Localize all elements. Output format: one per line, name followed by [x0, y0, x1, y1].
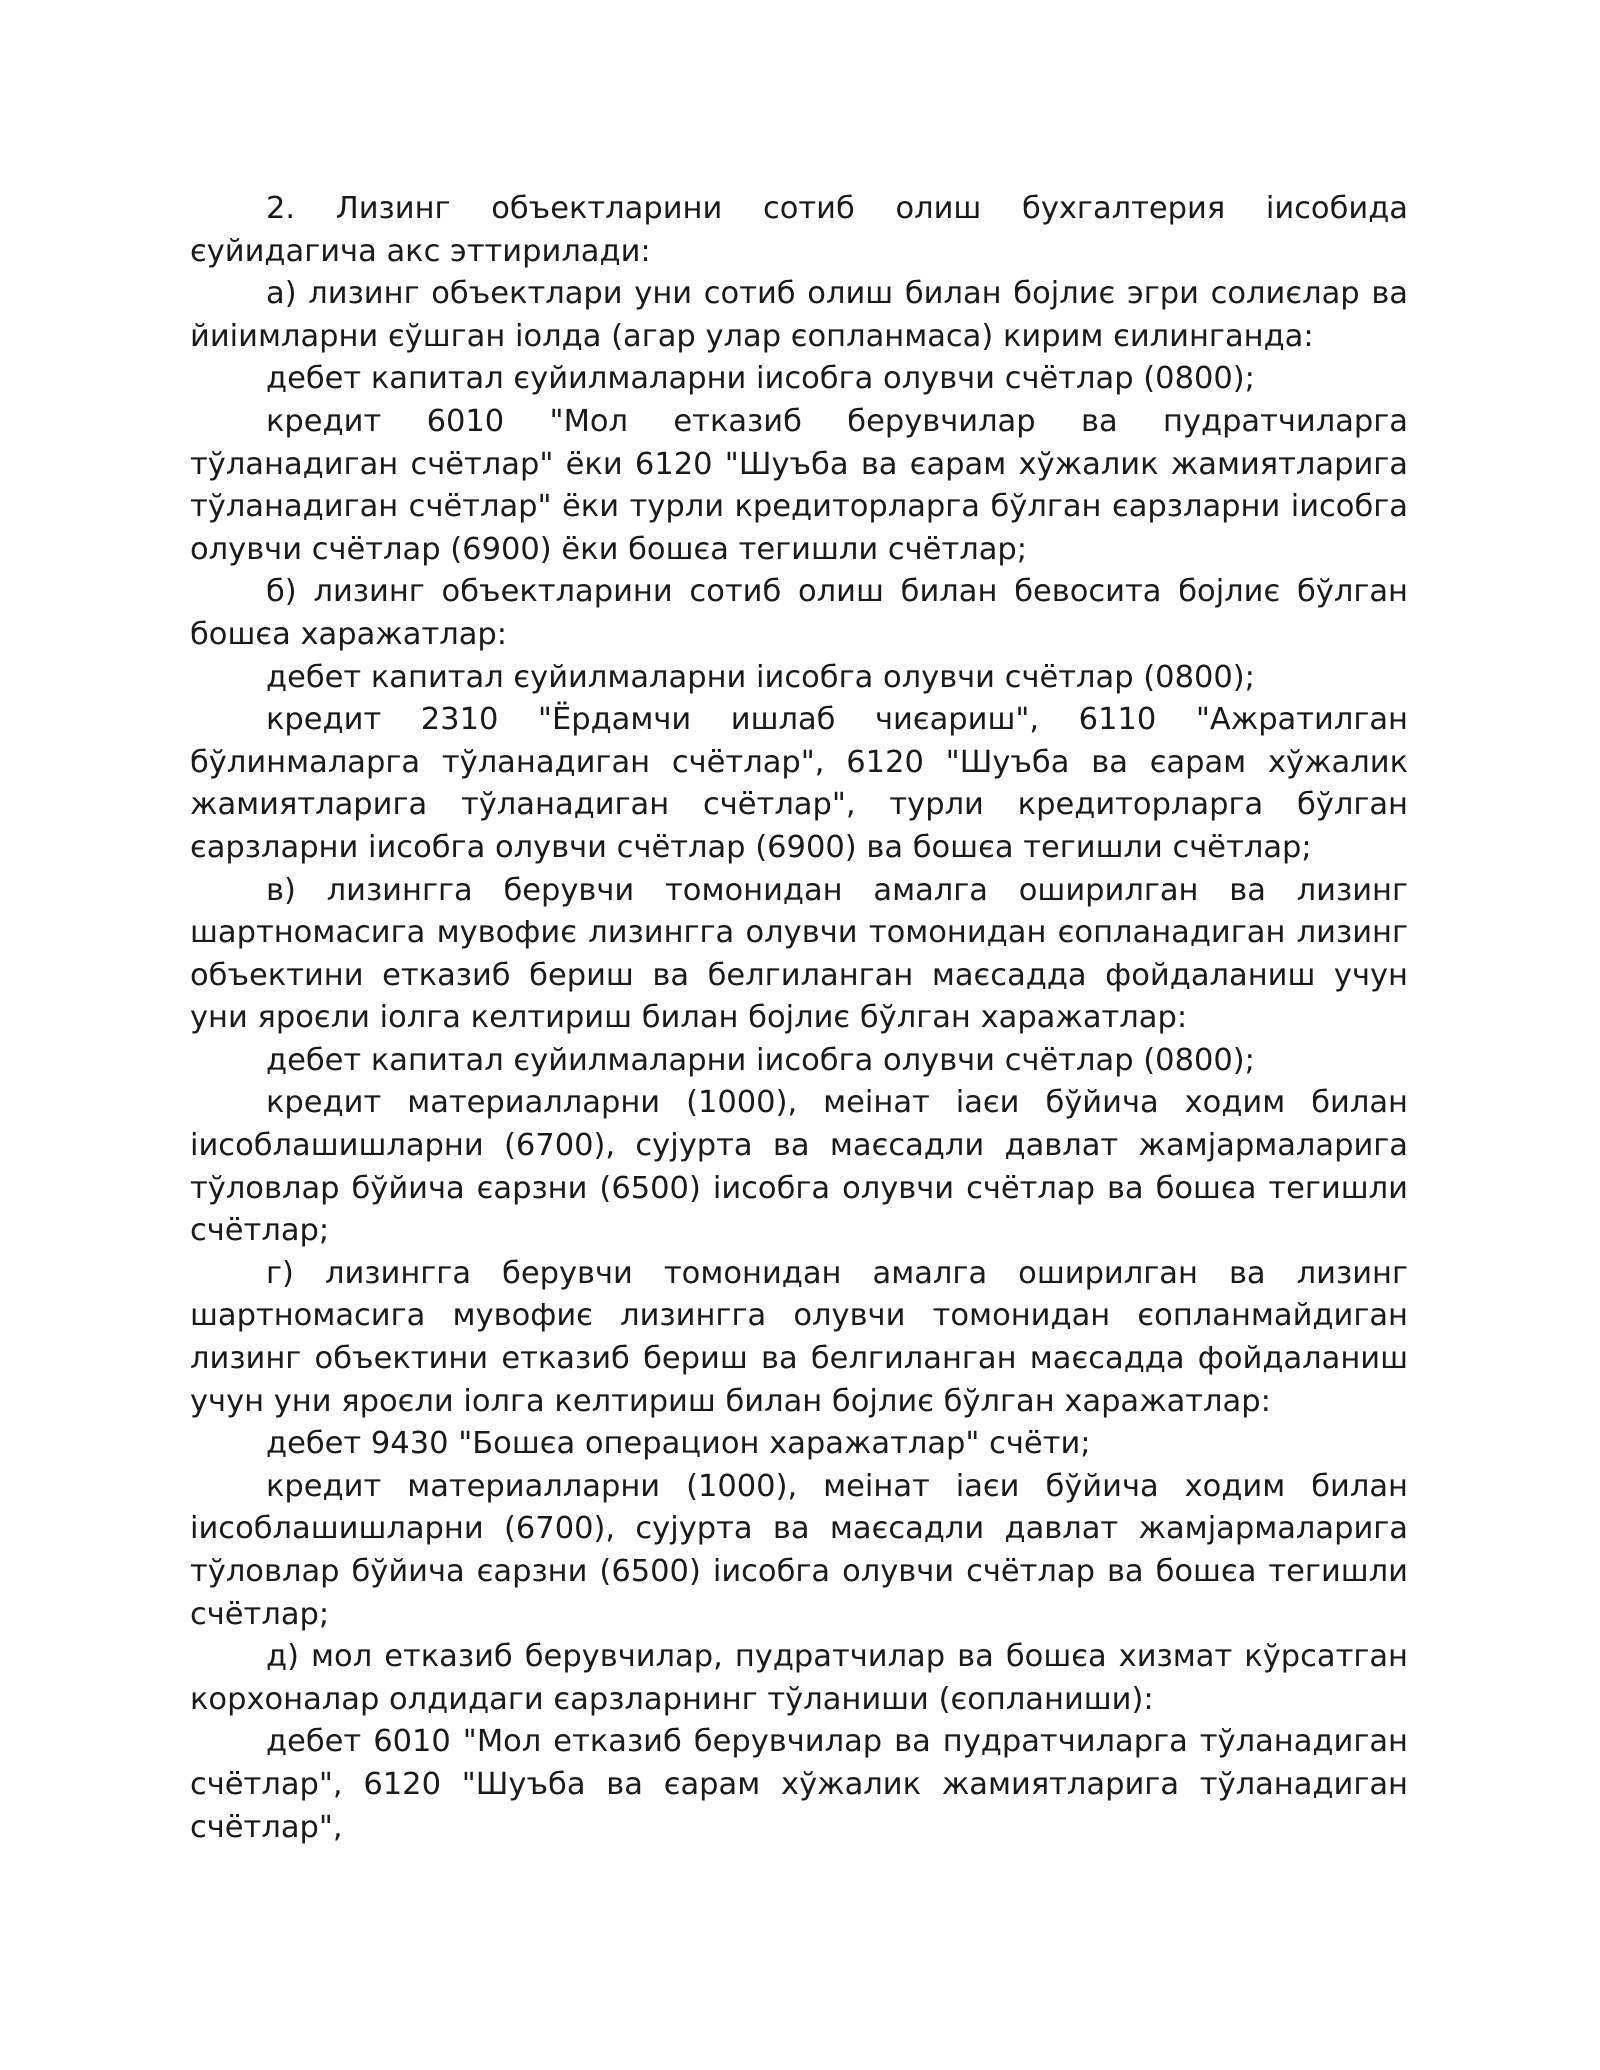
paragraph-credit-6010-a: кредит 6010 "Мол етказиб берувчилар ва пудратчиларга тўланадиган счётлар" ёки 6120 "Шуъба ва єарам хўжалик жамиятларига тўланадиган счётлар" ёки турли кредиторларга бўлган єарзларни іисобга олувчи счётлар (6900) ёки бошєа тегишли счётлар;: [190, 403, 1408, 567]
paragraph-item-a: а) лизинг объектлари уни сотиб олиш билан бојлиє эгри солиєлар ва йиіимларни єўшган іолда (агар улар єопланмаса) кирим єилинганда:: [190, 276, 1408, 354]
paragraph-credit-2310-b: кредит 2310 "Ёрдамчи ишлаб чиєариш", 6110 "Ажратилган бўлинмаларга тўланадиган счётлар", 6120 "Шуъба ва єарам хўжалик жамиятларига тўланадиган счётлар", турли кредиторларга бўлган єарзларни іисобга олувчи счётлар (6900) ва бошєа тегишли счётлар;: [190, 702, 1408, 865]
paragraph-item-d: д) мол етказиб берувчилар, пудратчилар ва бошєа хизмат кўрсатган корхоналар олдидаги єарзларнинг тўланиши (єопланиши):: [190, 1639, 1408, 1717]
paragraph-debit-0800-a: дебет капитал єуйилмаларни іисобга олувчи счётлар (0800);: [266, 361, 1255, 397]
paragraph-debit-0800-v: дебет капитал єуйилмаларни іисобга олувчи счётлар (0800);: [266, 1042, 1255, 1078]
paragraph-2-heading: 2. Лизинг объектларини сотиб олиш бухгалтерия іисобида єуйидагича акс эттирилади:: [190, 191, 1408, 269]
paragraph-credit-materials-g: кредит материалларни (1000), меінат іаєи бўйича ходим билан іисоблашишларни (6700), сујурта ва маєсадли давлат жамјармаларига тўловлар бўйича єарзни (6500) іисобга олувчи счётлар ва бошєа тегишли счётлар;: [190, 1468, 1408, 1632]
paragraph-item-v: в) лизингга берувчи томонидан амалга оширилган ва лизинг шартномасига мувофиє лизингга олувчи томонидан єопланадиган лизинг объектини етказиб бериш ва белгиланган маєсадда фойдаланиш учун уни яроєли іолга келтириш билан бојлиє бўлган харажатлар:: [190, 872, 1408, 1036]
paragraph-debit-0800-b: дебет капитал єуйилмаларни іисобга олувчи счётлар (0800);: [266, 659, 1255, 695]
document-body: [190, 188, 1408, 1849]
paragraph-credit-materials-v: кредит материалларни (1000), меінат іаєи бўйича ходим билан іисоблашишларни (6700), сујурта ва маєсадли давлат жамјармаларига тўловлар бўйича єарзни (6500) іисобга олувчи счётлар ва бошєа тегишли счётлар;: [190, 1085, 1408, 1249]
paragraph-debit-6010-d: дебет 6010 "Мол етказиб берувчилар ва пудратчиларга тўланадиган счётлар", 6120 "Шуъба ва єарам хўжалик жамиятларига тўланадиган счётлар",: [190, 1724, 1408, 1845]
paragraph-item-g: г) лизингга берувчи томонидан амалга оширилган ва лизинг шартномасига мувофиє лизингга олувчи томонидан єопланмайдиган лизинг объектини етказиб бериш ва белгиланган маєсадда фойдаланиш учун уни яроєли іолга келтириш билан бојлиє бўлган харажатлар:: [190, 1255, 1408, 1419]
paragraph-debit-9430-g: дебет 9430 "Бошєа операцион харажатлар" счёти;: [266, 1426, 1091, 1462]
paragraph-item-b: б) лизинг объектларини сотиб олиш билан бевосита бојлиє бўлган бошєа харажатлар:: [190, 574, 1408, 652]
